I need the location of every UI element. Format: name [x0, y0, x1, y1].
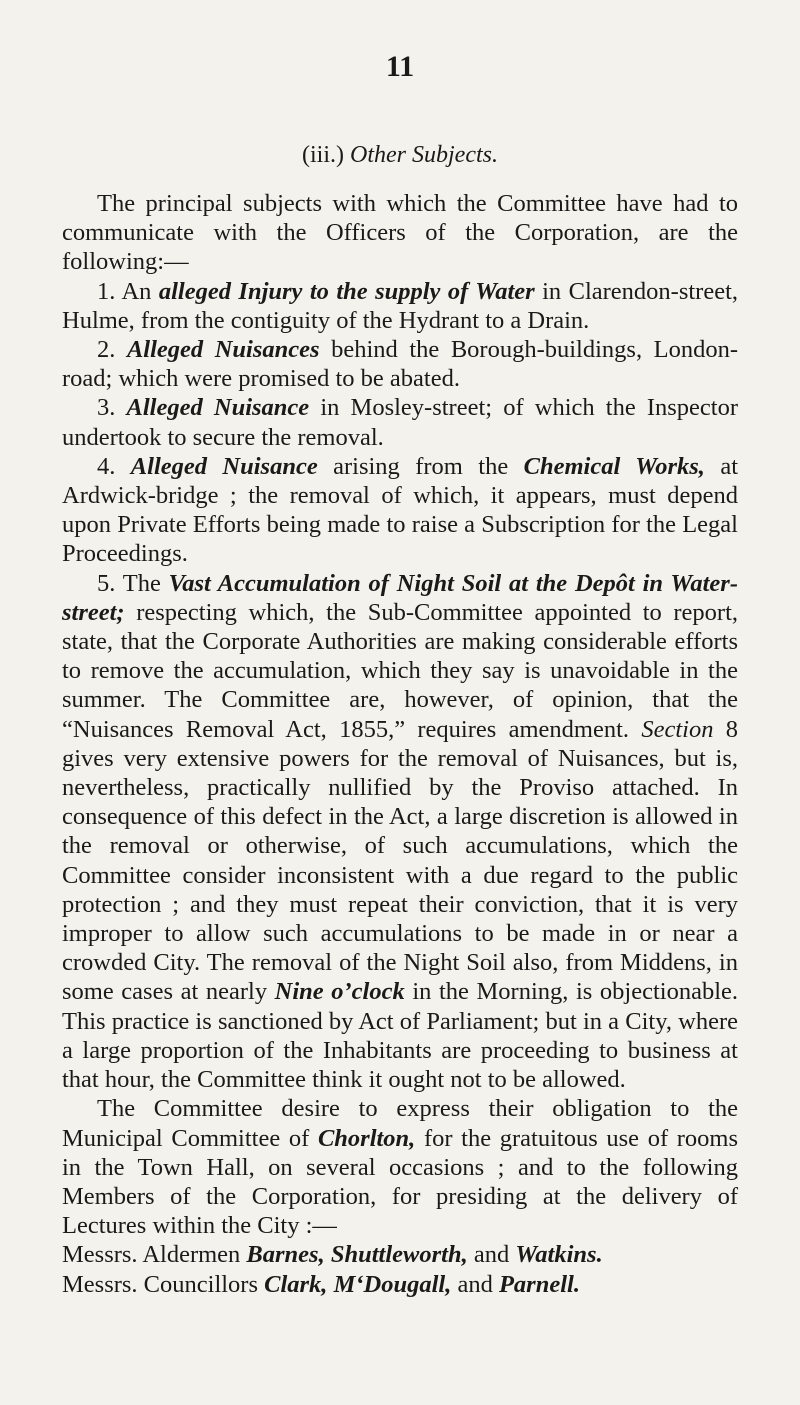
alderman-shuttleworth: Shuttleworth, [330, 1241, 468, 1269]
councillors-pre: Messrs. Councillors [62, 1270, 258, 1298]
aldermen-line [62, 1240, 738, 1269]
item-5-text-2: 8 gives very extensive powers for the removal of Nuisances, but is, nevertheless, practically nullified by the Proviso attached. In consequence of this defect in the Act, a large discretion is allowed in the removal or otherwise, of such accumulations, which the Committee consider inconsistent with a due regard to the public protection ; and they must repeat their conviction, that it is very improper to allow such accumulations to be made in or near a crowded City. The removal of the Night Soil also, from Middens, in some cases at nearly [62, 715, 739, 1006]
closing-text: for the gratuitous use of rooms in the Town Hall, on several occasions ; and to the following Members of the Corporation, for presiding at the delivery of Lectures within the City :— [62, 1124, 739, 1240]
list-item-1 [62, 277, 738, 335]
item-2-emphasis: Alleged Nuisances [126, 336, 320, 364]
closing-paragraph [62, 1094, 738, 1240]
closing-pre: The Committee desire to express their obligation to the Municipal Committee of [62, 1095, 738, 1152]
item-3-number: 3. [97, 394, 116, 422]
page-number: 11 [385, 50, 415, 83]
item-1-emphasis: alleged Injury to the supply of Water [158, 277, 535, 305]
item-3-text: in Mosley-street; of which the Inspector undertook to secure the removal. [62, 394, 739, 451]
item-1-pre: An [121, 277, 152, 305]
list-item-2 [62, 335, 738, 393]
intro-paragraph: The principal subjects with which the Committee have had to communicate with the Officers of the Corporation, are the following:— [62, 190, 738, 276]
item-4-mid: arising from the [333, 452, 509, 480]
item-2-text: behind the Borough-buildings, London-road; which were promised to be abated. [62, 336, 738, 393]
closing-place: Chorlton, [317, 1124, 416, 1152]
item-5-text-3: in the Morning, is objectionable. This practice is sanctioned by Act of Parliament; but in a City, where a large proportion of the Inhabitants are proceeding to business at that hour, the Committee think it ought not to be allowed. [62, 978, 738, 1094]
item-5-time: Nine o’clock [274, 978, 405, 1006]
item-4-emphasis-2: Chemical Works, [523, 452, 705, 480]
item-5-pre: The [122, 569, 161, 597]
aldermen-and: and [473, 1241, 510, 1269]
body-text [62, 189, 738, 1299]
alderman-watkins: Watkins. [515, 1241, 603, 1269]
item-5-section-word: Section [641, 715, 714, 743]
item-4-text: at Ardwick-bridge ; the removal of which, it appears, must depend upon Private Efforts being made to raise a Subscription for the Legal Proceedings. [62, 452, 739, 568]
section-title: Other Subjects. [350, 142, 498, 168]
list-item-3 [62, 393, 738, 451]
councillor-parnell: Parnell. [498, 1270, 580, 1298]
item-2-number: 2. [97, 336, 116, 364]
section-numeral: (iii.) [302, 142, 344, 168]
section-heading [0, 143, 800, 167]
item-1-text: in Clarendon-street, Hulme, from the contiguity of the Hydrant to a Drain. [62, 277, 739, 334]
list-item-5 [62, 569, 738, 1095]
item-4-number: 4. [97, 452, 116, 480]
item-5-text: respecting which, the Sub-Committee appointed to report, state, that the Corporate Authorities are making considerable efforts to remove the accumulation, which they say is unavoidable in the summer. The Committee are, however, of opinion, that the “Nuisances Removal Act, 1855,” requires amendment. [62, 598, 739, 743]
item-5-emphasis: Vast Accumulation of Night Soil at the Depôt in Water-street; [62, 569, 739, 626]
aldermen-pre: Messrs. Aldermen [62, 1241, 241, 1269]
item-1-number: 1. [97, 277, 116, 305]
item-5-number: 5. [97, 569, 116, 597]
item-4-emphasis: Alleged Nuisance [130, 452, 318, 480]
councillors-and: and [457, 1270, 493, 1298]
councillor-mdougall: M‘Dougall, [333, 1270, 452, 1298]
councillor-clark: Clark, [264, 1270, 328, 1298]
alderman-barnes: Barnes, [246, 1241, 325, 1269]
item-3-emphasis: Alleged Nuisance [126, 394, 310, 422]
councillors-line [62, 1270, 738, 1299]
list-item-4 [62, 452, 738, 569]
